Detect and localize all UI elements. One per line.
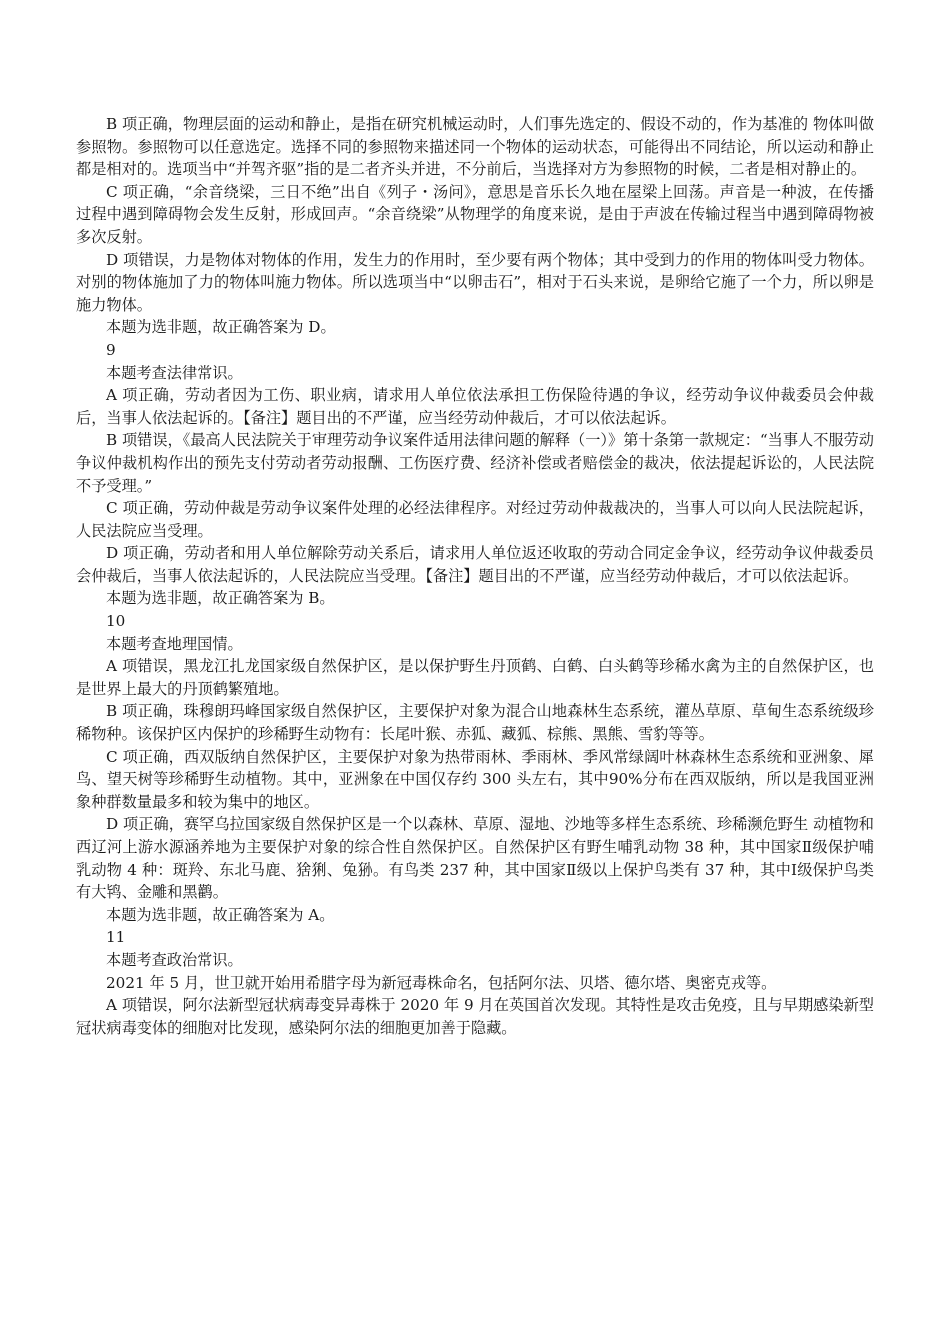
question-number-10: 10: [106, 612, 126, 631]
paragraph-law-a: A 项正确，劳动者因为工伤、职业病，请求用人单位依法承担工伤保险待遇的争议，经劳动争议仲裁委员会仲裁后，当事人依法起诉的。【备注】题目出的不严谨，应当经劳动仲裁后，才可以依法起诉。: [76, 386, 874, 427]
question-number-9: 9: [106, 340, 116, 359]
paragraph-geo-d: D 项正确，赛罕乌拉国家级自然保护区是一个以森林、草原、湿地、沙地等多样生态系统、珍稀濒危野生 动植物和西辽河上游水源涵养地为主要保护对象的综合性自然保护区。自然保护区有野生哺乳动物 38 种，其中国家Ⅱ级保护哺乳动物 4 种：斑羚、东北马鹿、猞猁、兔狲。有鸟类 237 种，其中国家Ⅱ级以上保护鸟类有 37 种，其中Ⅰ级保护鸟类有大鸨、金雕和黑鹳。: [76, 815, 874, 902]
paragraph-politics-a: A 项错误，阿尔法新型冠状病毒变异毒株于 2020 年 9 月在英国首次发现。其特性是攻击免疫，且与早期感染新型冠状病毒变体的细胞对比发现，感染阿尔法的细胞更加善于隐藏。: [76, 996, 874, 1037]
topic-line-11: 本题考查政治常识。: [106, 950, 243, 969]
answer-line-8: 本题为选非题，故正确答案为 D。: [106, 318, 336, 337]
answer-line-10: 本题为选非题，故正确答案为 A。: [106, 905, 335, 924]
paragraph-physics-c: C 项正确，“余音绕梁，三日不绝”出自《列子・汤问》，意思是音乐长久地在屋梁上回荡。声音是一种波，在传播过程中遇到障碍物会发生反射，形成回声。“余音绕梁”从物理学的角度来说，是由于声波在传输过程当中遇到障碍物被多次反射。: [76, 182, 874, 246]
paragraph-law-b: B 项错误，《最高人民法院关于审理劳动争议案件适用法律问题的解释（一）》第十条第一款规定：“当事人不服劳动争议仲裁机构作出的预先支付劳动者劳动报酬、工伤医疗费、经济补偿或者赔偿金的裁决，依法提起诉讼的，人民法院不予受理。”: [76, 431, 874, 495]
paragraph-geo-c: C 项正确，西双版纳自然保护区，主要保护对象为热带雨林、季雨林、季风常绿阔叶林森林生态系统和亚洲象、犀鸟、望天树等珍稀野生动植物。其中，亚洲象在中国仅存约 300 头左右，其中90%分布在西双版纳，所以是我国亚洲象种群数量最多和较为集中的地区。: [76, 747, 874, 811]
paragraph-law-c: C 项正确，劳动仲裁是劳动争议案件处理的必经法律程序。对经过劳动仲裁裁决的，当事人可以向人民法院起诉，人民法院应当受理。: [76, 499, 874, 540]
question-number-11: 11: [106, 928, 126, 947]
topic-line-9: 本题考查法律常识。: [106, 363, 243, 382]
document-body: [76, 113, 874, 1039]
paragraph-geo-b: B 项正确，珠穆朗玛峰国家级自然保护区，主要保护对象为混合山地森林生态系统，灌丛草原、草甸生态系统级珍稀物种。该保护区内保护的珍稀野生动物有：长尾叶猴、赤狐、藏狐、棕熊、黑熊、雪豹等等。: [76, 702, 874, 744]
paragraph-politics-intro: 2021 年 5 月，世卫就开始用希腊字母为新冠毒株命名，包括阿尔法、贝塔、德尔塔、奥密克戎等。: [106, 973, 777, 992]
paragraph-physics-d: D 项错误，力是物体对物体的作用，发生力的作用时，至少要有两个物体；其中受到力的作用的物体叫受力物体。对别的物体施加了力的物体叫施力物体。所以选项当中“以卵击石”，相对于石头来说，是卵给它施了一个力，所以卵是施力物体。: [76, 250, 874, 314]
paragraph-geo-a: A 项错误，黑龙江扎龙国家级自然保护区，是以保护野生丹顶鹤、白鹤、白头鹤等珍稀水禽为主的自然保护区，也是世界上最大的丹顶鹤繁殖地。: [76, 657, 874, 698]
topic-line-10: 本题考查地理国情。: [106, 634, 243, 653]
answer-line-9: 本题为选非题，故正确答案为 B。: [106, 589, 335, 608]
paragraph-law-d: D 项正确，劳动者和用人单位解除劳动关系后，请求用人单位返还收取的劳动合同定金争议，经劳动争议仲裁委员会仲裁后，当事人依法起诉的，人民法院应当受理。【备注】题目出的不严谨，应当经劳动仲裁后，才可以依法起诉。: [76, 544, 874, 585]
paragraph-physics-b: B 项正确，物理层面的运动和静止，是指在研究机械运动时，人们事先选定的、假设不动的，作为基准的 物体叫做参照物。参照物可以任意选定。选择不同的参照物来描述同一个物体的运动状态，可能得出不同结论，所以运动和静止都是相对的。选项当中“并驾齐驱”指的是二者齐头并进，不分前后，当选择对方为参照物的时候，二者是相对静止的。: [76, 115, 874, 179]
